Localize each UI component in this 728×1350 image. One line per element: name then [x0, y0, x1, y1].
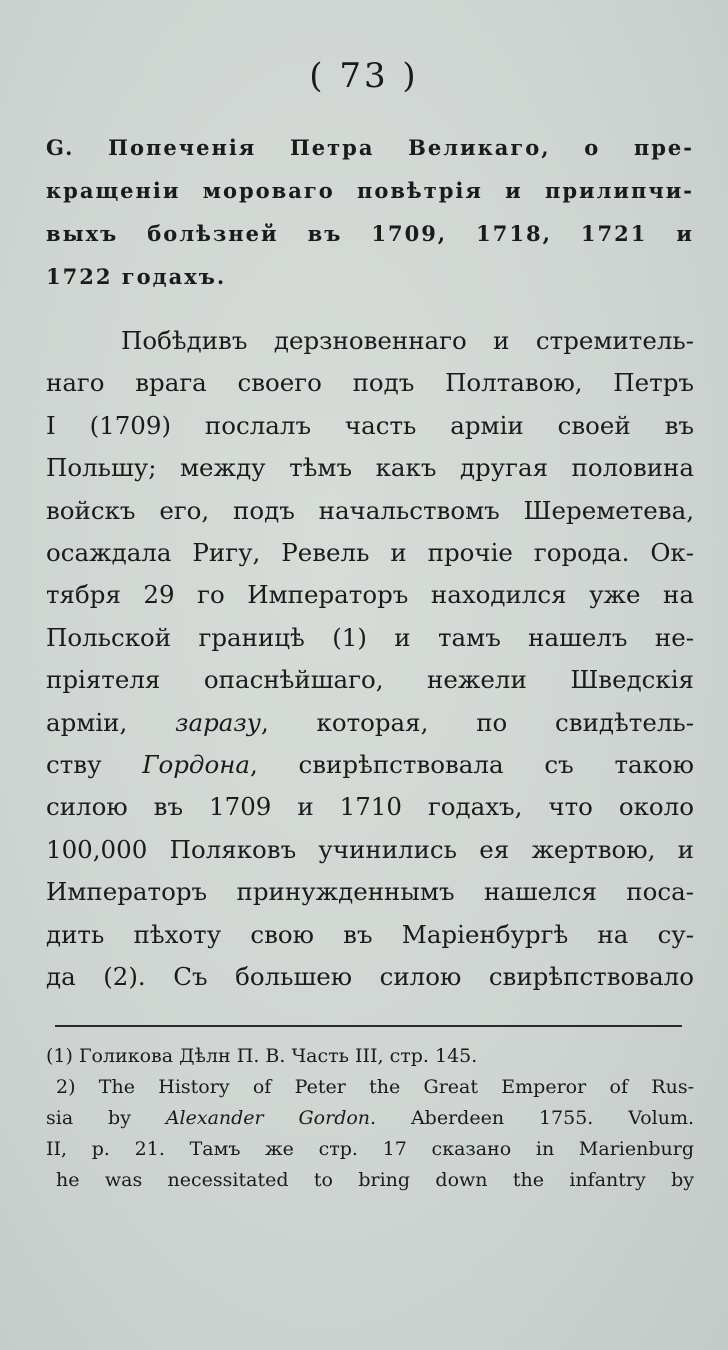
- body-line: пріятеля опаснѣйшаго, нежели Шведскія: [46, 665, 694, 695]
- heading-line: выхъ болѣзней въ 1709, 1718, 1721 и: [46, 221, 694, 246]
- body-paragraph: [46, 320, 694, 999]
- footnote-italic-author: Alexander Gordon: [165, 1107, 371, 1129]
- body-line: силою въ 1709 и 1710 годахъ, что около: [46, 792, 694, 822]
- footnote-divider: [55, 1025, 682, 1027]
- body-line: Побѣдивъ дерзновеннаго и стремитель-: [121, 326, 694, 355]
- body-line: дить пѣхоту свою въ Маріенбургѣ на су-: [46, 919, 694, 949]
- body-line: 100,000 Поляковъ учинились ея жертвою, и: [46, 834, 694, 864]
- page-number: ( 73 ): [309, 56, 419, 96]
- heading-line: G. Попеченія Петра Великаго, о пре-: [46, 135, 694, 160]
- heading-line: 1722 годахъ.: [46, 264, 227, 289]
- section-heading: [46, 126, 694, 298]
- footnote-1: (1) Голикова Дѣлн П. В. Часть III, стр. 145.: [46, 1045, 478, 1067]
- body-line: [46, 744, 694, 786]
- footnote-2-line: II, p. 21. Тамъ же стр. 17 сказано in Marienburg: [46, 1138, 694, 1160]
- footnote-2-line: he was necessitated to bring down the infantry by: [56, 1169, 694, 1191]
- body-line: Польшу; между тѣмъ какъ другая половина: [46, 453, 694, 483]
- body-line: тября 29 го Императоръ находился уже на: [46, 580, 694, 610]
- body-line: Польской границѣ (1) и тамъ нашелъ не-: [46, 622, 694, 652]
- body-text-run: , свирѣпствовала съ такою: [249, 750, 694, 780]
- body-text-run: арміи,: [46, 707, 176, 737]
- heading-line: кращеніи моровагo повѣтрія и прилипчи-: [46, 178, 694, 203]
- italic-term-plague: заразу: [175, 707, 261, 737]
- footnote-2-line: 2) The History of Peter the Great Emperor of Rus-: [56, 1076, 694, 1098]
- body-line: да (2). Съ большею силою свирѣпствовало: [46, 962, 694, 992]
- body-line: осаждала Ригу, Ревель и прочіе города. Ок-: [46, 538, 694, 568]
- body-text-run: ству: [46, 750, 143, 780]
- body-text-run: , которая, по свидѣтель-: [260, 707, 694, 737]
- body-line: войскъ его, подъ начальствомъ Шереметева,: [46, 495, 694, 525]
- italic-author-gordon: Гордона: [142, 750, 250, 780]
- body-line: I (1709) послалъ часть арміи своей въ: [46, 410, 694, 440]
- footnote-text-run: sia by: [46, 1107, 166, 1129]
- footnote-text-run: . Aberdeen 1755. Volum.: [370, 1107, 694, 1129]
- body-line: Императоръ принужденнымъ нашелся поса-: [46, 877, 694, 907]
- body-line: [46, 702, 694, 744]
- footnotes: [46, 1041, 694, 1196]
- body-line: наго врага своего подъ Полтавою, Петръ: [46, 368, 694, 398]
- footnote-2-line: [46, 1103, 694, 1134]
